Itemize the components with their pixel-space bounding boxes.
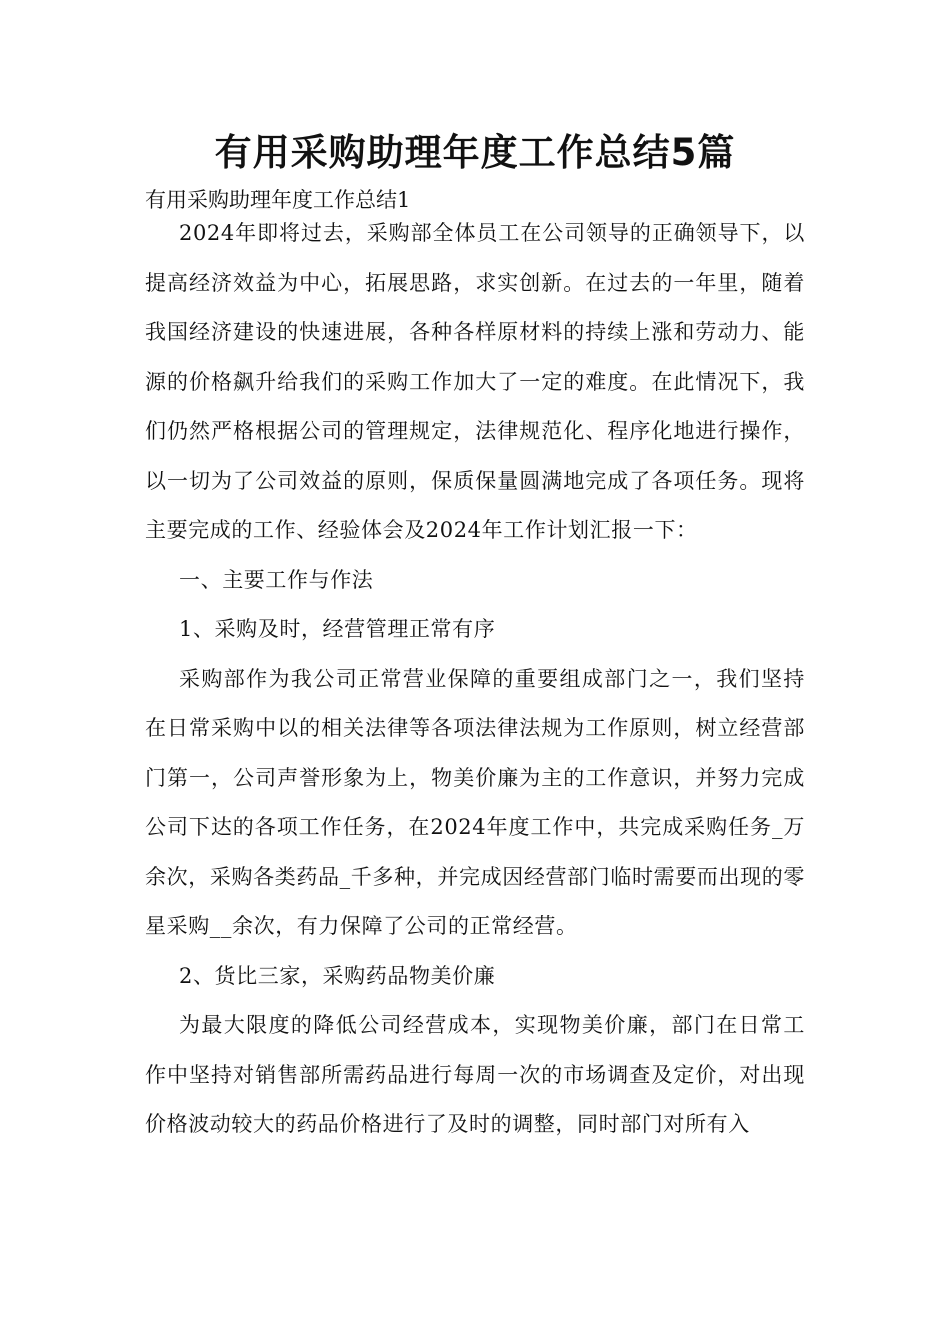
document-subtitle: 有用采购助理年度工作总结1 <box>145 188 411 212</box>
subsection-heading: 2、货比三家，采购药品物美价廉 <box>179 963 496 988</box>
paragraph-procurement: 采购部作为我公司正常营业保障的重要组成部门之一，我们坚持在日常采购中以的相关法律等各项法律法规为工作原则，树立经营部门第一，公司声誉形象为上，物美价廉为主的工作意识，并努力完成公司下达的各项工作任务，在2024年度工作中，共完成采购任务_万余次，采购各类药品_千多种，并完成因经营部门临时需要而出现的零星采购__余次，有力保障了公司的正常经营。 <box>145 666 805 938</box>
document-body <box>145 209 805 1150</box>
paragraph-intro: 2024年即将过去，采购部全体员工在公司领导的正确领导下，以提高经济效益为中心，拓展思路，求实创新。在过去的一年里，随着我国经济建设的快速进展，各种各样原材料的持续上涨和劳动力、能源的价格飙升给我们的采购工作加大了一定的难度。在此情况下，我们仍然严格根据公司的管理规定，法律规范化、程序化地进行操作，以一切为了公司效益的原则，保质保量圆满地完成了各项任务。现将主要完成的工作、经验体会及2024年工作计划汇报一下： <box>145 221 805 542</box>
paragraph-pricing: 为最大限度的降低公司经营成本，实现物美价廉，部门在日常工作中坚持对销售部所需药品进行每周一次的市场调查及定价，对出现价格波动较大的药品价格进行了及时的调整，同时部门对所有入 <box>145 1013 805 1136</box>
document-title: 有用采购助理年度工作总结5篇 <box>214 131 736 174</box>
section-heading: 一、主要工作与作法 <box>179 567 374 592</box>
subsection-heading: 1、采购及时，经营管理正常有序 <box>179 617 496 641</box>
